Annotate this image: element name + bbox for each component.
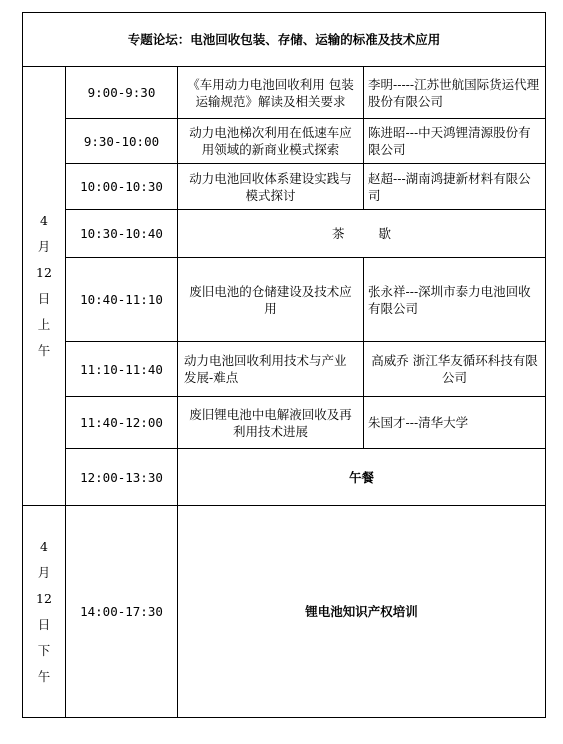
time-cell: 14:00-17:30 bbox=[66, 506, 178, 718]
schedule-table bbox=[22, 12, 546, 718]
topic-cell: 动力电池回收体系建设实践与模式探讨 bbox=[178, 164, 364, 210]
day-char: 午 bbox=[37, 343, 51, 358]
time-cell: 10:00-10:30 bbox=[66, 164, 178, 210]
speaker-cell: 赵超---湖南鸿捷新材料有限公司 bbox=[364, 164, 546, 210]
title-row bbox=[23, 13, 546, 67]
topic-cell: 《车用动力电池回收利用 包装运输规范》解读及相关要求 bbox=[178, 67, 364, 119]
speaker-cell: 陈进昭---中天鸿锂清源股份有限公司 bbox=[364, 119, 546, 164]
day-char: 日 bbox=[37, 616, 51, 632]
day-char: 4 bbox=[40, 213, 48, 228]
morning-day-cell bbox=[23, 67, 66, 506]
tea-break-cell: 茶歇 bbox=[178, 210, 546, 258]
topic-cell: 废旧锂电池中电解液回收及再利用技术进展 bbox=[178, 397, 364, 449]
time-cell: 9:00-9:30 bbox=[66, 67, 178, 119]
time-cell: 10:30-10:40 bbox=[66, 210, 178, 258]
time-cell: 9:30-10:00 bbox=[66, 119, 178, 164]
table-row bbox=[23, 119, 546, 164]
table-row bbox=[23, 210, 546, 258]
day-char: 下 bbox=[37, 642, 51, 658]
day-char: 上 bbox=[37, 317, 51, 332]
speaker-cell: 朱国才---清华大学 bbox=[364, 397, 546, 449]
topic-cell: 废旧电池的仓储建设及技术应用 bbox=[178, 258, 364, 342]
day-char: 日 bbox=[37, 291, 51, 306]
time-cell: 12:00-13:30 bbox=[66, 449, 178, 506]
table-row bbox=[23, 258, 546, 342]
training-cell: 锂电池知识产权培训 bbox=[178, 506, 546, 718]
day-char: 4 bbox=[40, 538, 48, 554]
table-row bbox=[23, 449, 546, 506]
speaker-cell: 张永祥---深圳市泰力电池回收有限公司 bbox=[364, 258, 546, 342]
lunch-cell: 午餐 bbox=[178, 449, 546, 506]
table-row bbox=[23, 397, 546, 449]
speaker-cell: 高威乔 浙江华友循环科技有限公司 bbox=[364, 342, 546, 397]
day-char: 月 bbox=[37, 564, 51, 580]
time-cell: 10:40-11:10 bbox=[66, 258, 178, 342]
table-row bbox=[23, 164, 546, 210]
day-char: 12 bbox=[36, 265, 52, 280]
time-cell: 11:40-12:00 bbox=[66, 397, 178, 449]
time-cell: 11:10-11:40 bbox=[66, 342, 178, 397]
topic-cell: 动力电池梯次利用在低速车应用领域的新商业模式探索 bbox=[178, 119, 364, 164]
topic-cell: 动力电池回收利用技术与产业发展-难点 bbox=[178, 342, 364, 397]
speaker-cell: 李明-----江苏世航国际货运代理股份有限公司 bbox=[364, 67, 546, 119]
table-row bbox=[23, 67, 546, 119]
day-char: 月 bbox=[37, 239, 51, 254]
day-char: 午 bbox=[37, 668, 51, 684]
day-char: 12 bbox=[36, 590, 52, 606]
page-title: 专题论坛：电池回收包装、存储、运输的标准及技术应用 bbox=[23, 13, 546, 67]
afternoon-day-cell bbox=[23, 506, 66, 718]
table-row bbox=[23, 342, 546, 397]
table-row bbox=[23, 506, 546, 718]
